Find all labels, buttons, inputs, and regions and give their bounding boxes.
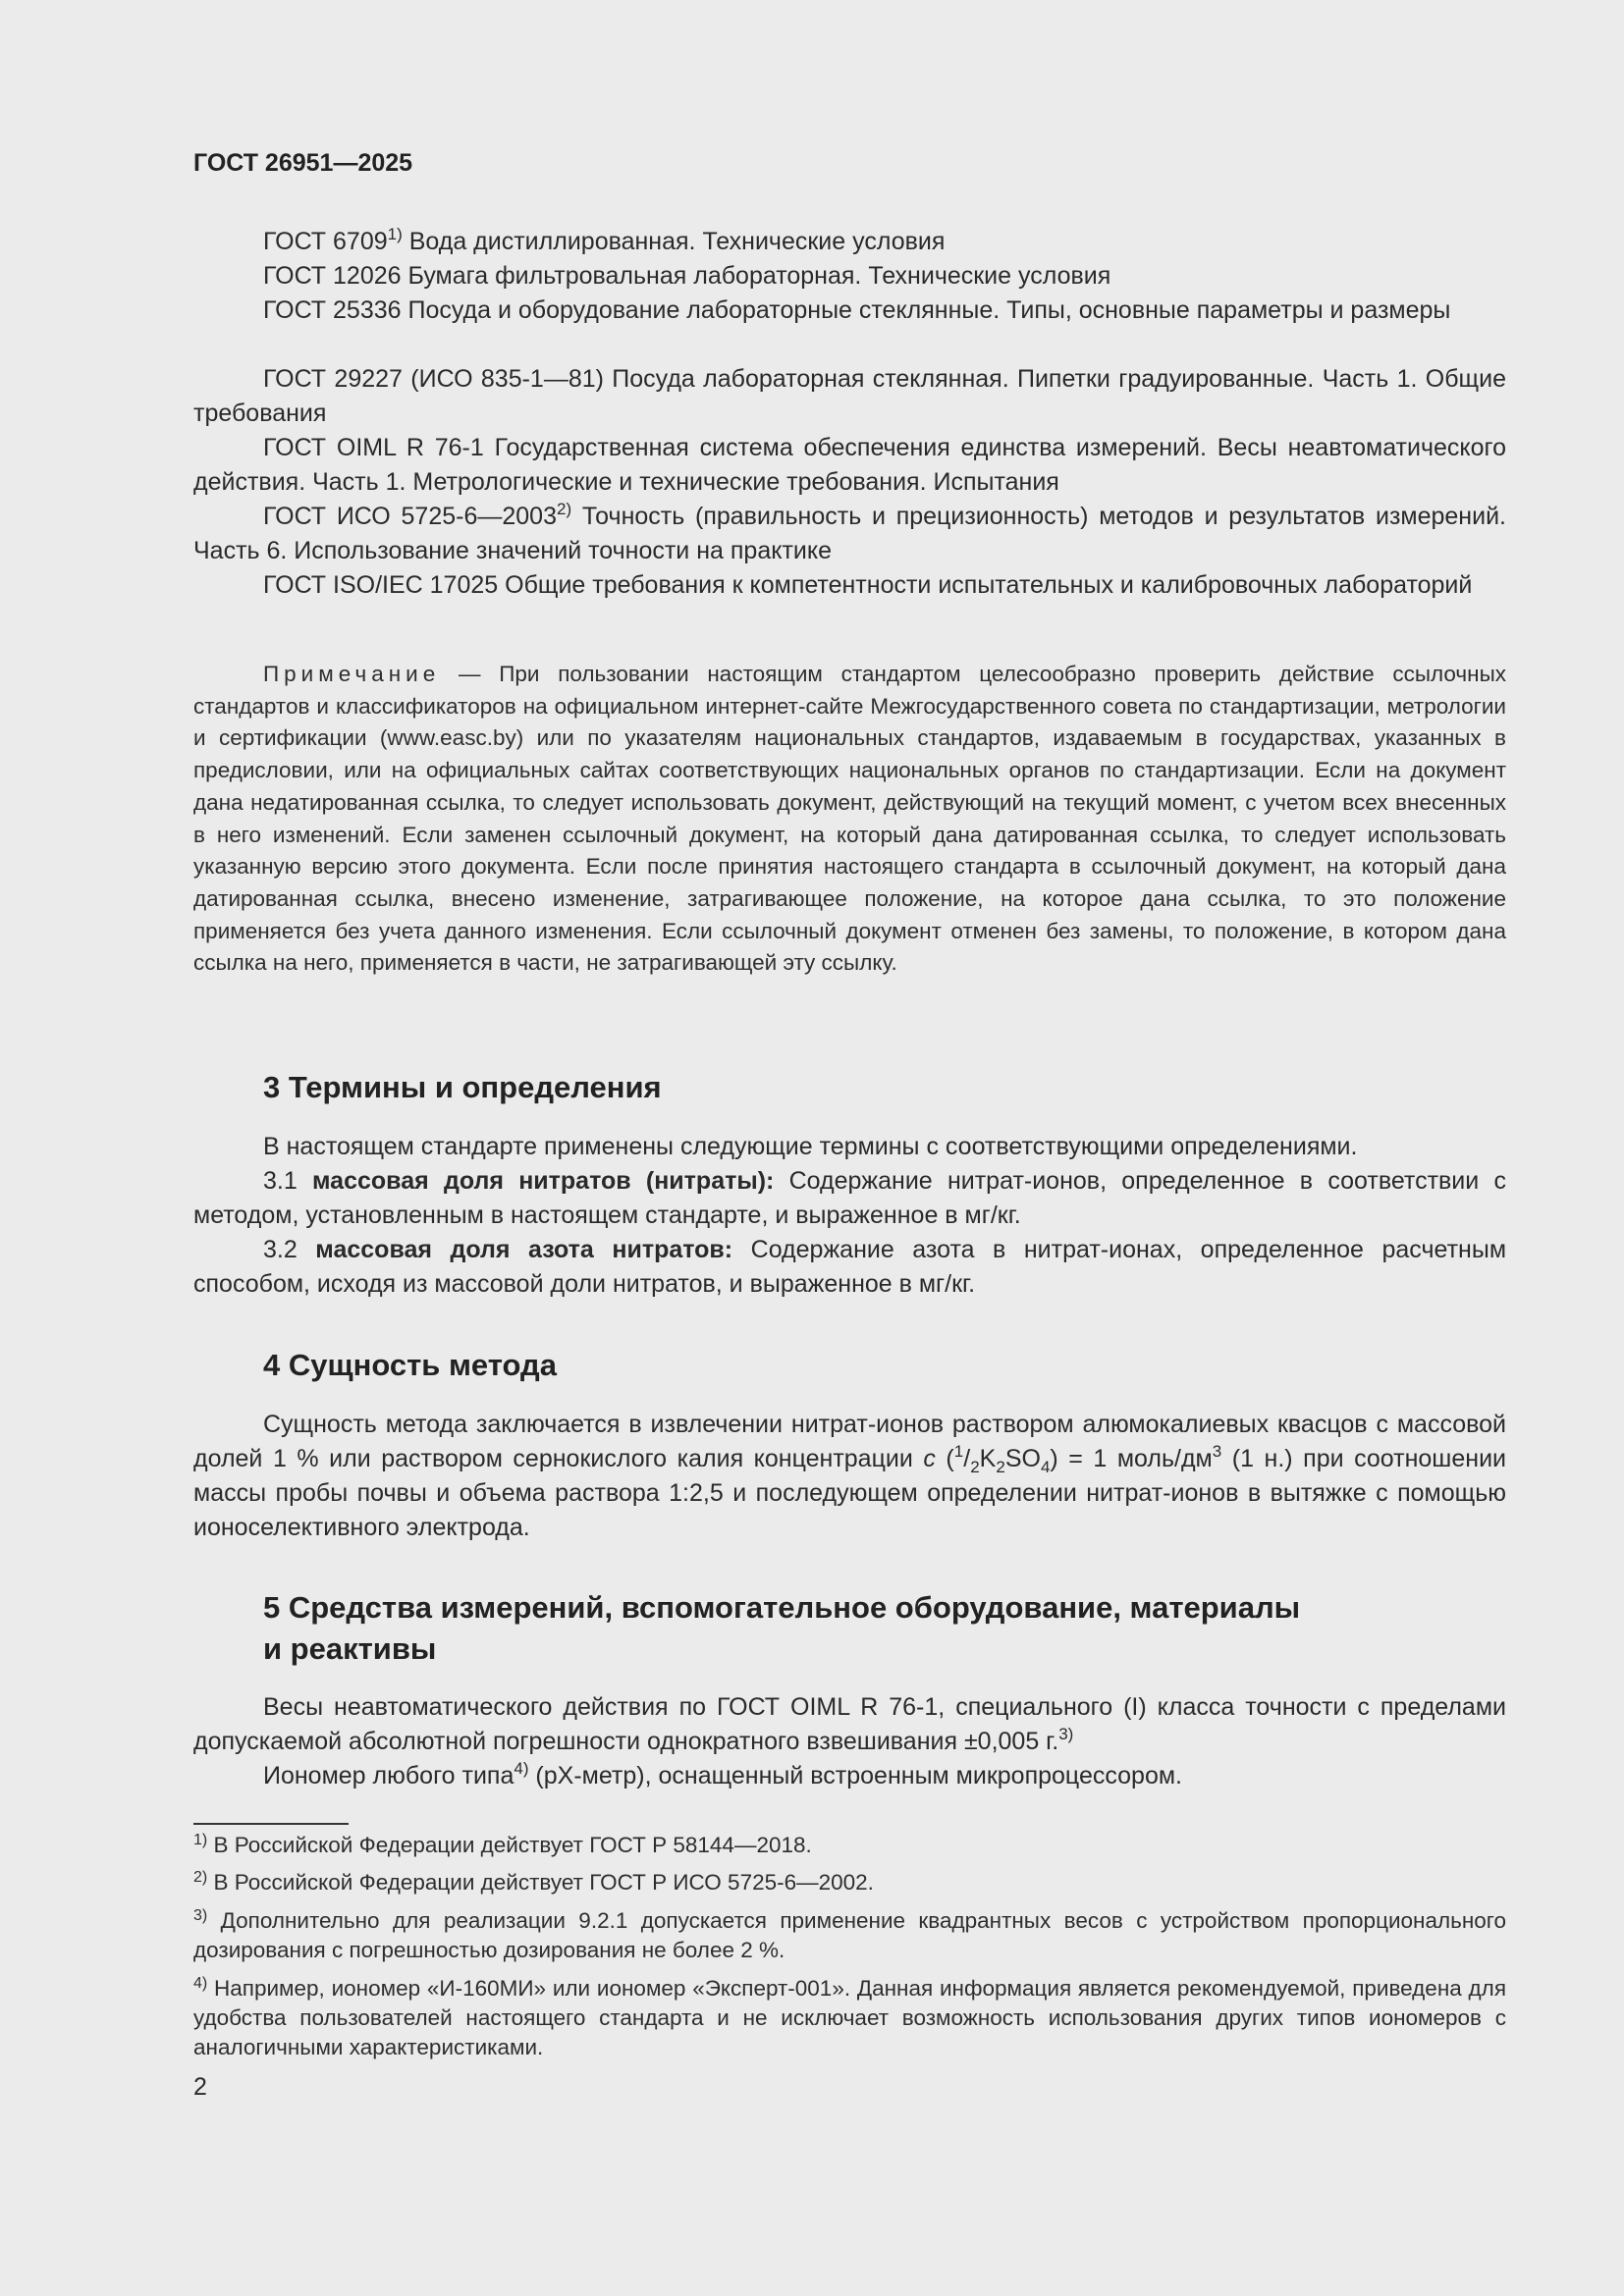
section-3-intro: В настоящем стандарте применены следующие термины с соответствующими определениями. bbox=[263, 1133, 1358, 1160]
reference-gost-iso-iec-17025: ГОСТ ISO/IEC 17025 Общие требования к компетентности испытательных и калибровочных лабораторий bbox=[263, 571, 1473, 599]
section-5-ionomer: Иономер любого типа$^{4)}$ (pX-метр), оснащенный встроенным микропроцессором. bbox=[263, 1759, 1182, 1789]
section-5-scales: Весы неавтоматического действия по ГОСТ OIML R 76-1, специального (I) класса точности с пределами допускаемой абсолютной погрешности однократного взвешивания ±0,005 г.$^{3)}$ bbox=[193, 1693, 1506, 1755]
term-3-1: 3.1 массовая доля нитратов (нитраты): Содержание нитрат-ионов, определенное в соответствии с методом, установленным в настоящем стандарте, и выраженное в мг/кг. bbox=[193, 1167, 1506, 1229]
note-label: Примечание bbox=[263, 662, 441, 686]
footnote-divider bbox=[193, 1823, 349, 1825]
reference-gost-12026: ГОСТ 12026 Бумага фильтровальная лабораторная. Технические условия bbox=[263, 262, 1111, 290]
footnote-2: $^{2)}$ В Российской Федерации действует ГОСТ Р ИСО 5725-6—2002. bbox=[193, 1869, 874, 1895]
page-number: 2 bbox=[193, 2073, 207, 2101]
document-header: ГОСТ 26951—2025 bbox=[193, 149, 413, 177]
footnote-1: $^{1)}$ В Российской Федерации действует ГОСТ Р 58144—2018. bbox=[193, 1832, 812, 1857]
section-4-text: Сущность метода заключается в извлечении нитрат-ионов раствором алюмокалиевых квасцов с массовой долей 1 % или раствором сернокислого калия концентрации c $(^1/_2K_2SO_4) = 1$ моль/$дм^3$ (1 н.) при соотношении массы пробы почвы и объема раствора 1:2,5 и последующем определении нитрат-ионов в вытяжке с помощью ионоселективного электрода. bbox=[193, 1411, 1506, 1541]
section-5-title: 5 Средства измерений, вспомогательное оборудование, материалы и реактивы bbox=[263, 1590, 1301, 1666]
note-block bbox=[193, 659, 1506, 980]
reference-gost-6709: ГОСТ 6709$^{1)}$ Вода дистиллированная. Технические условия bbox=[263, 225, 946, 255]
note-text: — При пользовании настоящим стандартом целесообразно проверить действие ссылочных стандартов и классификаторов на официальном интернет-сайте Межгосударственного совета по стандартизации, метрологии и сертификации (www.easc.by) или по указателям национальных стандартов, издаваемым в государствах, указанных в предисловии, или на официальных сайтах соответствующих национальных органов по стандартизации. Если на документ дана недатированная ссылка, то следует использовать документ, действующий на текущий момент, с учетом всех внесенных в него изменений. Если заменен ссылочный документ, на который дана датированная ссылка, то следует использовать указанную версию этого документа. Если после принятия настоящего стандарта в ссылочный документ, на который дана датированная ссылка, внесено изменение, затрагивающее положение, на которое дана ссылка, то это положение применяется без учета данного изменения. Если ссылочный документ отменен без замены, то положение, в котором дана ссылка на него, применяется в части, не затрагивающей эту ссылку. bbox=[193, 662, 1506, 976]
reference-gost-iso-5725: ГОСТ ИСО 5725-6—2003$^{2)}$ Точность (правильность и прецизионность) методов и результатов измерений. Часть 6. Использование значений точности на практике bbox=[193, 500, 1506, 564]
footnote-4: $^{4)}$ Например, иономер «И-160МИ» или иономер «Эксперт-001». Данная информация является рекомендуемой, приведена для удобства пользователей настоящего стандарта и не исключает возможность использования других типов иономеров с аналогичными характеристиками. bbox=[193, 1975, 1506, 2059]
reference-gost-oiml: ГОСТ OIML R 76-1 Государственная система обеспечения единства измерений. Весы неавтоматического действия. Часть 1. Метрологические и технические требования. Испытания bbox=[193, 434, 1506, 496]
reference-gost-29227: ГОСТ 29227 (ИСО 835-1—81) Посуда лабораторная стеклянная. Пипетки градуированные. Часть 1. Общие требования bbox=[193, 365, 1506, 427]
section-3-title: 3 Термины и определения bbox=[263, 1070, 662, 1104]
term-3-2: 3.2 массовая доля азота нитратов: Содержание азота в нитрат-ионах, определенное расчетным способом, исходя из массовой доли нитратов, и выраженное в мг/кг. bbox=[193, 1236, 1507, 1298]
section-4-title: 4 Сущность метода bbox=[263, 1348, 557, 1382]
reference-gost-25336: ГОСТ 25336 Посуда и оборудование лабораторные стеклянные. Типы, основные параметры и размеры bbox=[263, 296, 1451, 324]
footnote-3: $^{3)}$ Дополнительно для реализации 9.2.1 допускается применение квадрантных весов с устройством пропорционального дозирования с погрешностью дозирования не более 2 %. bbox=[193, 1907, 1506, 1962]
